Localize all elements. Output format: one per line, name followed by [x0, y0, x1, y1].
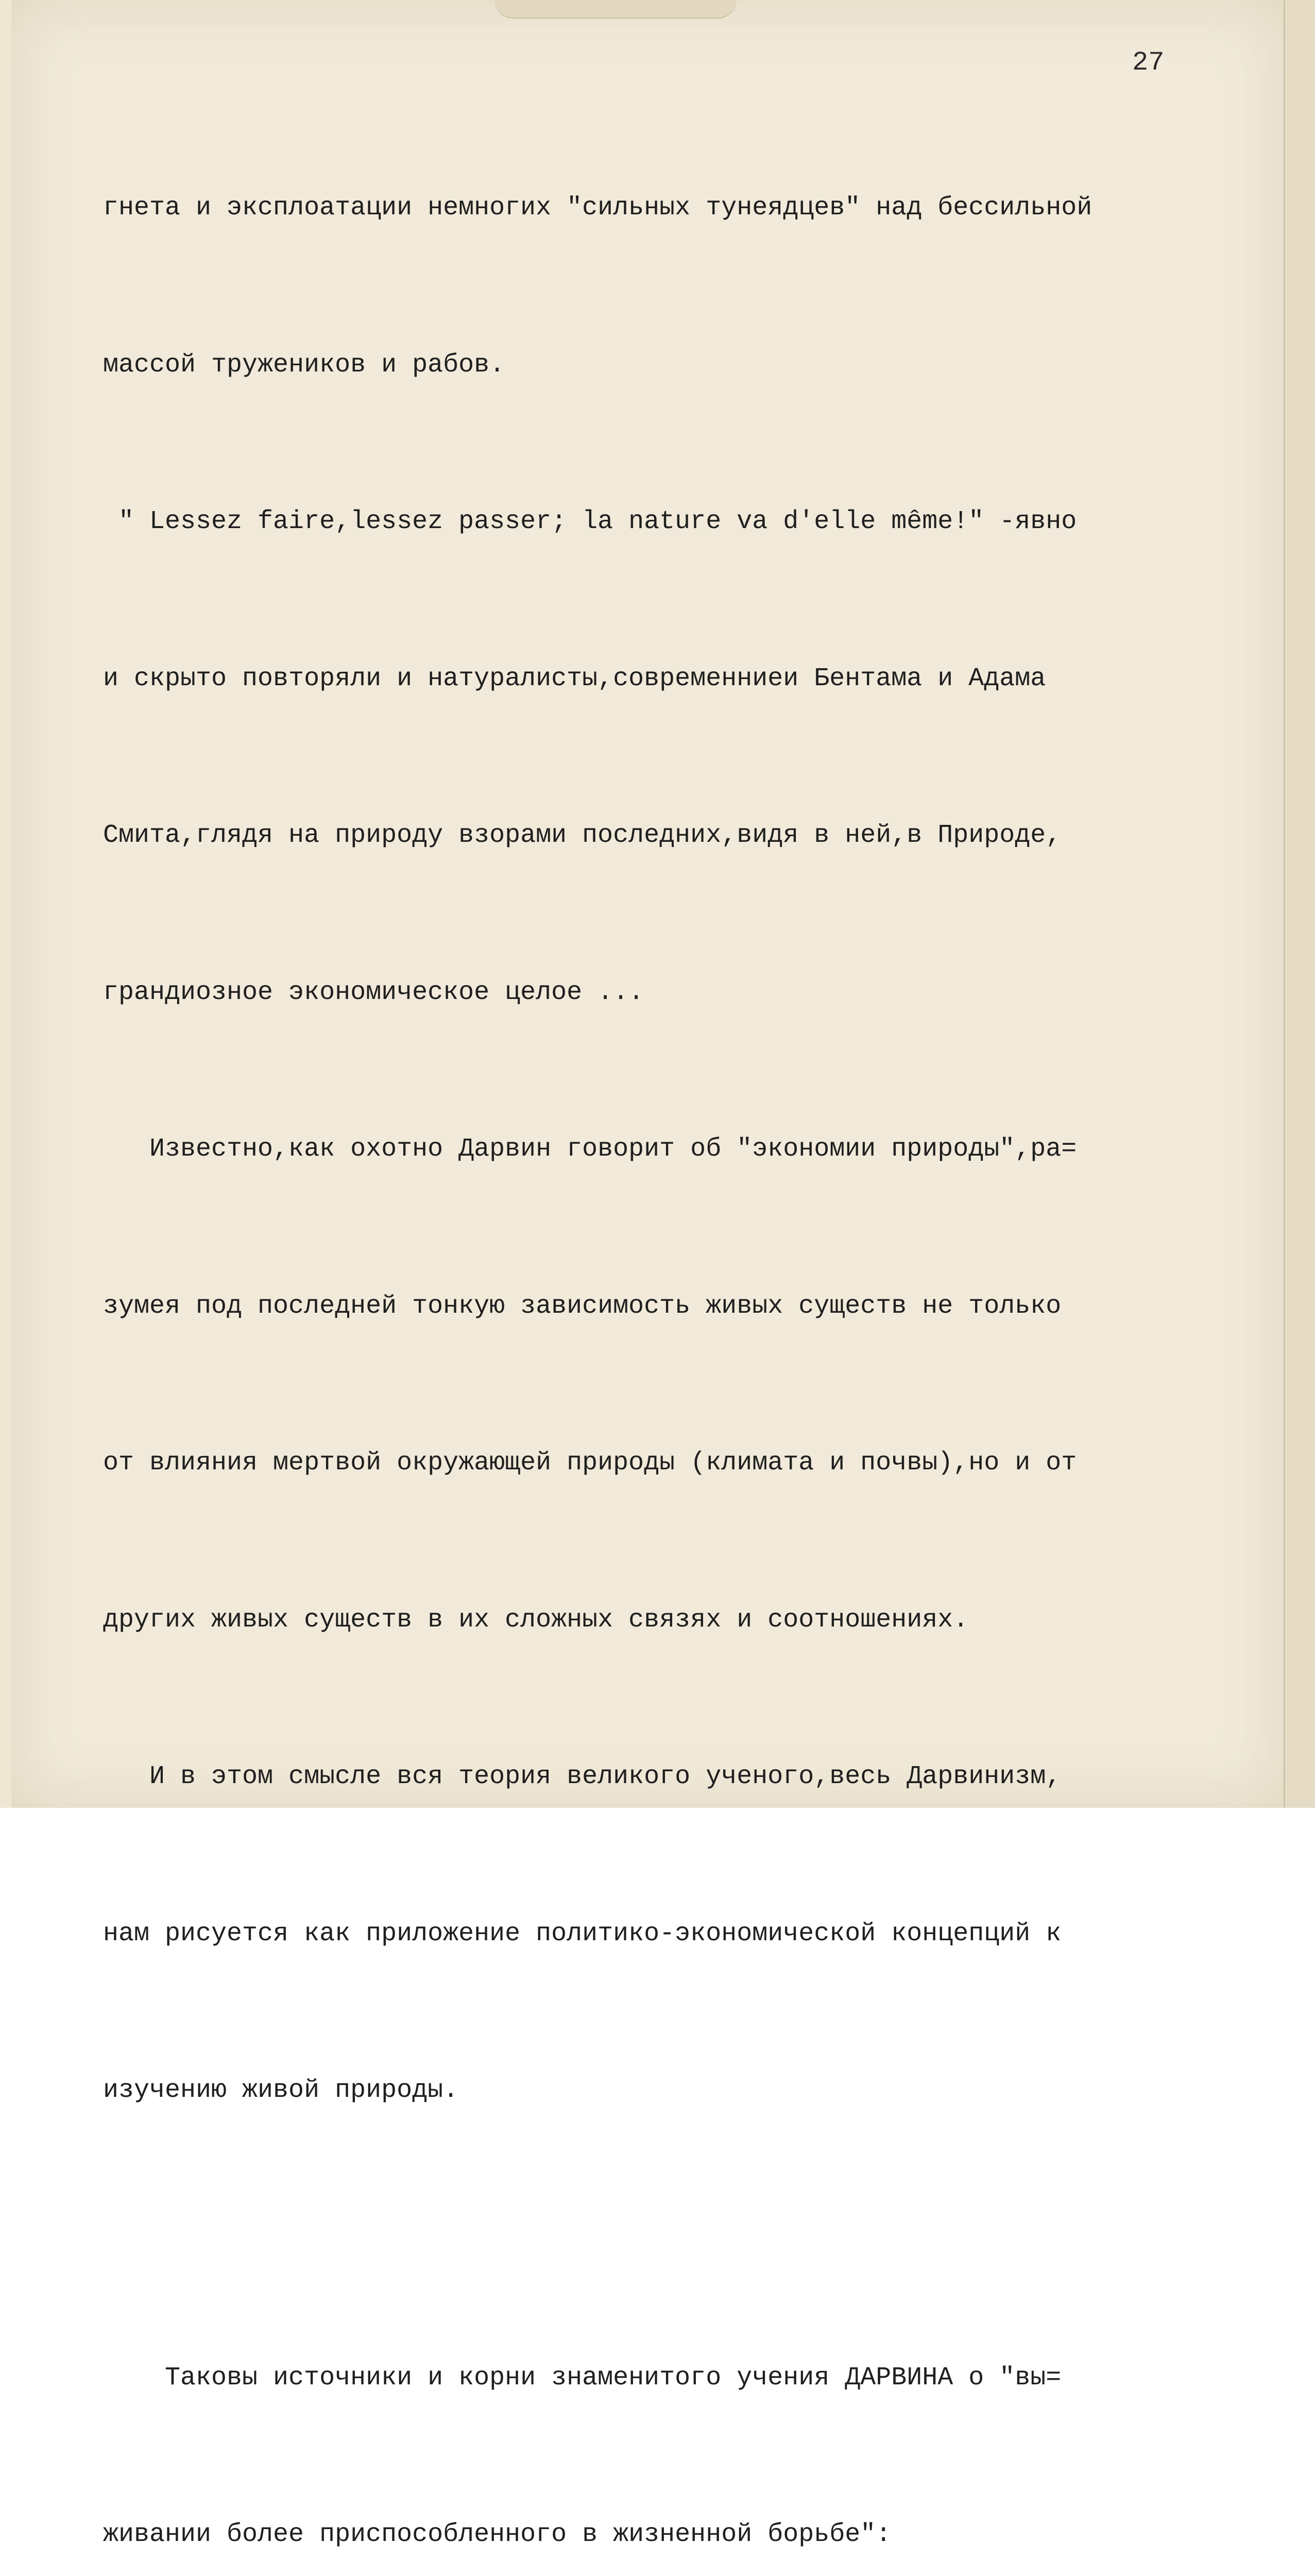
text-line: живании более приспособленного в жизненной борьбе": — [103, 2520, 892, 2549]
text-line: и скрыто повторяли и натуралисты,современниеи Бентама и Адама — [103, 664, 1046, 693]
text-line: массой тружеников и рабов. — [103, 350, 505, 380]
text-line: нам рисуется как приложение политико-экономической концепций к — [103, 1919, 1062, 1948]
paragraph-gap — [103, 2222, 1257, 2247]
text-line: других живых существ в их сложных связях и соотношениях. — [103, 1605, 969, 1635]
text-line: гнета и эксплоатации немногих "сильных тунеядцев" над бессильной — [103, 193, 1092, 223]
text-line: Известно,как охотно Дарвин говорит об "экономии природы",ра= — [103, 1134, 1077, 1164]
text-line: изучению живой природы. — [103, 2076, 459, 2105]
text-line: Таковы источники и корни знаменитого учения ДАРВИНА о "вы= — [103, 2363, 1062, 2393]
text-line: Смита,глядя на природу взорами последних,видя в ней,в Природе, — [103, 821, 1062, 850]
text-line: грандиозное экономическое целое ... — [103, 977, 644, 1007]
typewritten-body — [103, 77, 1257, 2576]
torn-top-edge — [494, 0, 737, 19]
page-number: 27 — [1132, 47, 1165, 78]
text-line: " Lessez faire,lessez passer; la nature va d'elle même!" -явно — [103, 507, 1077, 536]
text-line: И в этом смысле вся теория великого ученого,весь Дарвинизм, — [103, 1762, 1062, 1791]
text-line: зумея под последней тонкую зависимость живых существ не только — [103, 1291, 1062, 1321]
page-edge-strip — [1284, 0, 1315, 1808]
text-line: от влияния мертвой окружающей природы (климата и почвы),но и от — [103, 1448, 1077, 1478]
